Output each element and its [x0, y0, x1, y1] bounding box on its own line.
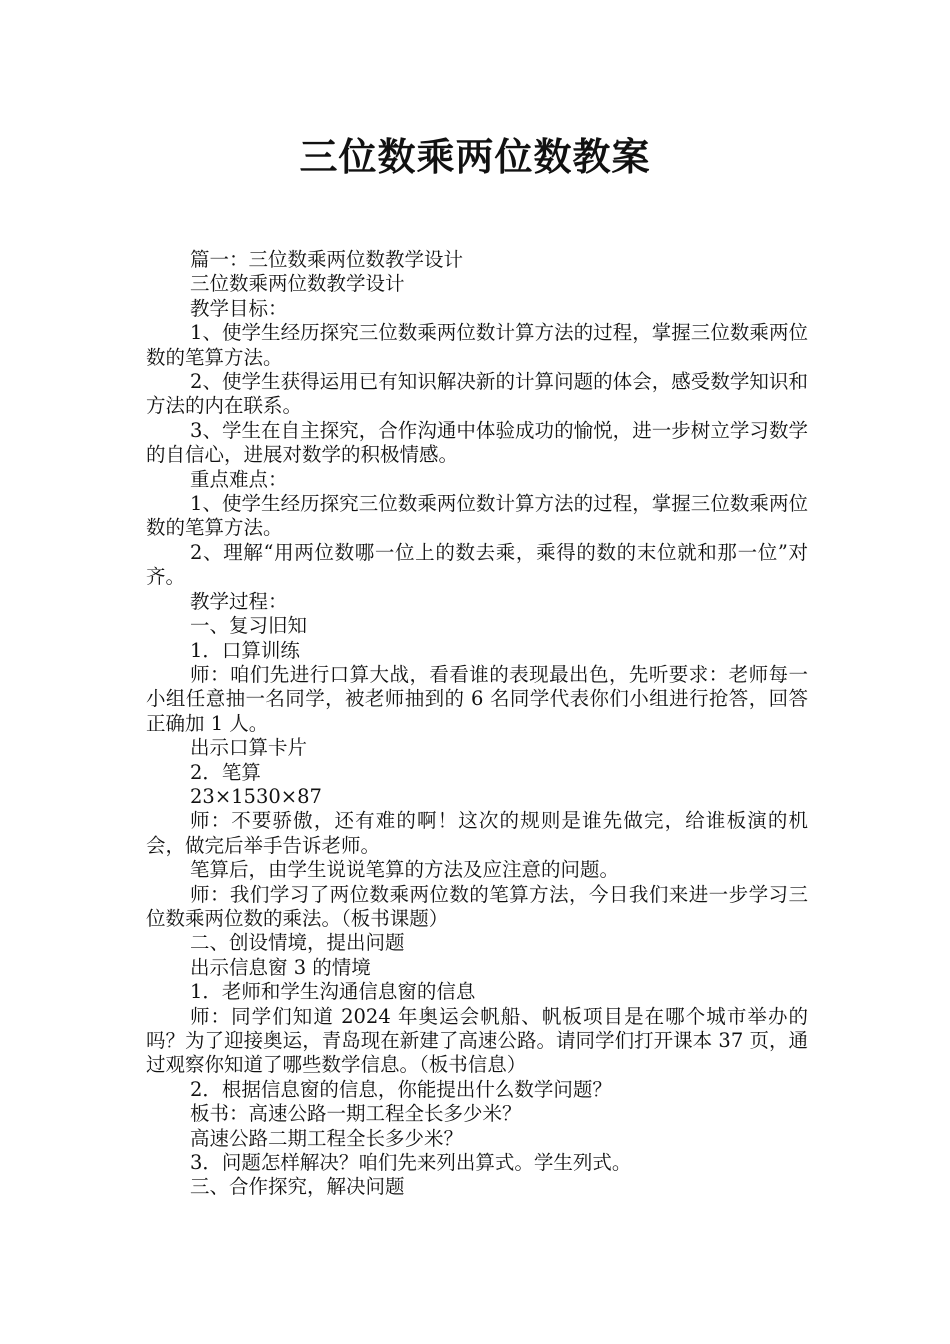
paragraph: 2．笔算 — [190, 760, 261, 784]
paragraph: 1．口算训练 — [190, 638, 300, 662]
paragraph: 3、学生在自主探究，合作沟通中体验成功的愉悦，进一步树立学习数学的自信心，进展对数学的积极情感。 — [146, 418, 808, 467]
paragraph: 三、合作探究，解决问题 — [190, 1175, 405, 1199]
paragraph: 篇一：三位数乘两位数教学设计 — [190, 248, 464, 271]
paragraph: 23×1530×87 — [190, 784, 322, 808]
paragraph: 笔算后，由学生说说笔算的方法及应注意的问题。 — [190, 858, 620, 882]
paragraph: 3．问题怎样解决？咱们先来列出算式。学生列式。 — [190, 1151, 632, 1175]
document-body — [146, 248, 808, 1200]
paragraph: 一、复习旧知 — [190, 614, 308, 638]
paragraph: 师：同学们知道 2024 年奥运会帆船、帆板项目是在哪个城市举办的吗？为了迎接奥运，青岛现在新建了高速公路。请同学们打开课本 37 页，通过观察你知道了哪些数学信息。（板书信息） — [146, 1004, 808, 1077]
paragraph: 出示信息窗 3 的情境 — [190, 955, 371, 979]
paragraph: 师：咱们先进行口算大战，看看谁的表现最出色，先听要求：老师每一小组任意抽一名同学，被老师抽到的 6 名同学代表你们小组进行抢答，回答正确加 1 人。 — [146, 662, 808, 735]
paragraph: 2、使学生获得运用已有知识解决新的计算问题的体会，感受数学知识和方法的内在联系。 — [146, 370, 808, 418]
paragraph: 师：我们学习了两位数乘两位数的笔算方法，今日我们来进一步学习三位数乘两位数的乘法。（板书课题） — [146, 882, 808, 930]
paragraph: 师：不要骄傲，还有难的啊！这次的规则是谁先做完，给谁板演的机会，做完后举手告诉老师。 — [146, 809, 808, 857]
paragraph: 1、使学生经历探究三位数乘两位数计算方法的过程，掌握三位数乘两位数的笔算方法。 — [146, 321, 808, 369]
paragraph: 出示口算卡片 — [190, 736, 308, 760]
paragraph: 2．根据信息窗的信息，你能提出什么数学问题？ — [190, 1077, 612, 1101]
paragraph: 二、创设情境，提出问题 — [190, 931, 405, 955]
paragraph: 教学目标： — [190, 296, 288, 320]
paragraph: 板书：高速公路一期工程全长多少米？ — [190, 1102, 522, 1126]
paragraph: 重点难点： — [190, 467, 288, 491]
paragraph: 高速公路二期工程全长多少米？ — [190, 1126, 464, 1150]
paragraph: 2、理解“用两位数哪一位上的数去乘，乘得的数的末位就和那一位”对齐。 — [146, 540, 808, 589]
paragraph: 教学过程： — [190, 589, 288, 613]
paragraph: 1、使学生经历探究三位数乘两位数计算方法的过程，掌握三位数乘两位数的笔算方法。 — [146, 492, 808, 540]
paragraph: 1．老师和学生沟通信息窗的信息 — [190, 980, 476, 1004]
paragraph: 三位数乘两位数教学设计 — [190, 272, 405, 296]
document-title: 三位数乘两位数教案 — [299, 135, 651, 179]
